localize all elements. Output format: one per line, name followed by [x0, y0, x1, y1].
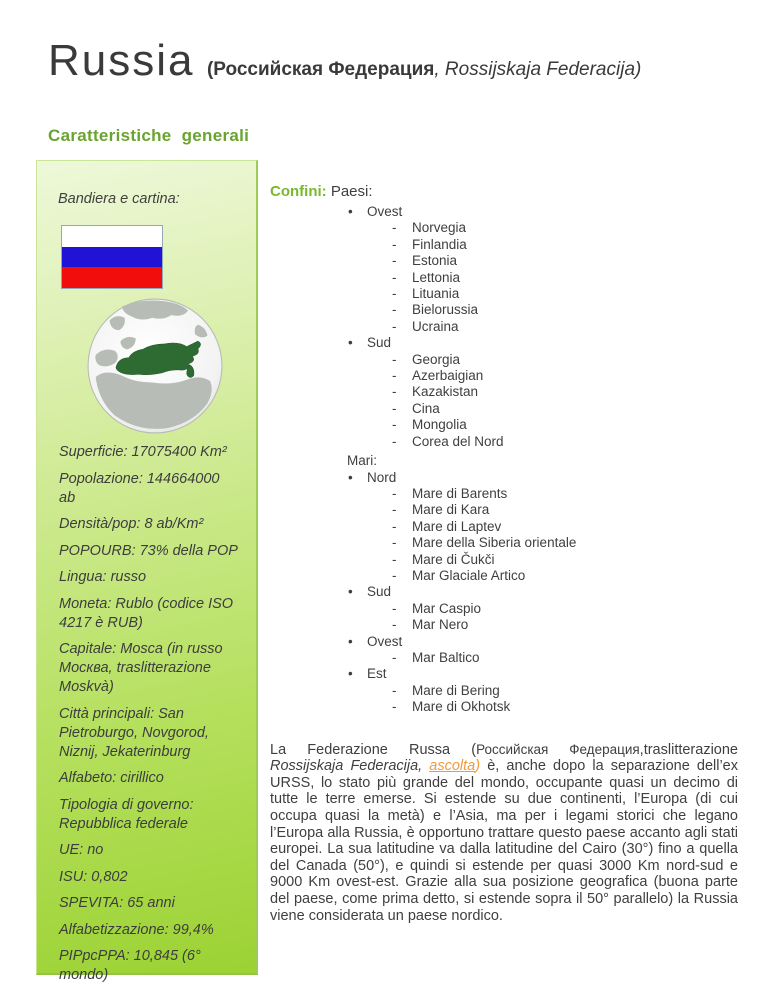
country-bielorussia: - Bielorussia: [270, 302, 738, 318]
country-cina: - Cina: [270, 401, 738, 417]
paragraph-link-paren: ): [475, 758, 481, 775]
country-kazakistan: - Kazakistan: [270, 384, 738, 400]
country-lituania: - Lituania: [270, 286, 738, 302]
sea-okhotsk: - Mare di Okhotsk: [270, 699, 738, 715]
sea-glaciale-artico: - Mar Glaciale Artico: [270, 568, 738, 584]
section-heading: Caratteristiche generali: [48, 126, 250, 145]
sea-direction-nord: • Nord: [270, 470, 738, 486]
stat-popolazione: Popolazione: 144664000 ab: [59, 470, 220, 506]
paragraph-intro: La Federazione Russa (: [270, 741, 477, 758]
country-lettonia: - Lettonia: [270, 270, 738, 286]
stat-densita: Densità/pop: 8 ab/Km²: [59, 516, 204, 532]
sea-kara: - Mare di Kara: [270, 502, 738, 518]
stat-ue: UE: no: [59, 842, 104, 858]
paesi-label: Paesi:: [330, 183, 373, 200]
country-norvegia: - Norvegia: [270, 220, 738, 236]
stat-pippcppa: PIPpcPPA: 10,845 (6° mondo): [59, 948, 201, 983]
page-subtitle: [207, 59, 641, 80]
sea-nero: - Mar Nero: [270, 617, 738, 633]
sea-direction-est: • Est: [270, 666, 738, 682]
globe-map-icon: [86, 297, 224, 435]
stat-moneta: Moneta: Rublo (codice ISO 4217 è RUB): [59, 595, 234, 631]
description-paragraph: [270, 742, 738, 925]
stat-lingua: Lingua: russo: [59, 569, 147, 585]
subtitle-translit: , Rossijskaja Federacija): [434, 59, 642, 80]
flag-stripe-white: [62, 226, 162, 247]
doc-header: [48, 36, 641, 86]
country-estonia: - Estonia: [270, 253, 738, 269]
stat-spevita: SPEVITA: 65 anni: [59, 895, 175, 911]
stat-capitale: Capitale: Mosca (in russo Москва, traslitterazione Moskvà): [59, 641, 223, 695]
sea-barents: - Mare di Barents: [270, 486, 738, 502]
stat-superficie: Superficie: 17075400 Km²: [59, 444, 227, 460]
country-georgia: - Georgia: [270, 352, 738, 368]
sea-direction-sud: • Sud: [270, 584, 738, 600]
sea-caspio: - Mar Caspio: [270, 601, 738, 617]
flag-caption: Bandiera e cartina:: [58, 191, 180, 207]
page-title: Russia: [48, 36, 195, 85]
sea-siberia-orientale: - Mare della Siberia orientale: [270, 535, 738, 551]
stats-list: [59, 443, 238, 985]
country-azerbaigian: - Azerbaigian: [270, 368, 738, 384]
paragraph-translit-label: ,traslitterazione: [639, 741, 738, 758]
russia-flag-icon: [61, 225, 163, 289]
direction-sud: • Sud: [270, 335, 738, 351]
sea-direction-ovest: • Ovest: [270, 634, 738, 650]
mari-heading: Mari:: [347, 453, 377, 469]
country-corea-del-nord: - Corea del Nord: [270, 434, 738, 450]
main-column: [270, 182, 738, 924]
sea-laptev: - Mare di Laptev: [270, 519, 738, 535]
paesi-list: [270, 204, 738, 716]
sea-cukci: - Mare di Čukči: [270, 552, 738, 568]
country-mongolia: - Mongolia: [270, 417, 738, 433]
stat-popourb: POPOURB: 73% della POP: [59, 542, 238, 559]
direction-ovest: • Ovest: [270, 204, 738, 220]
paragraph-body: è, anche dopo la separazione dell’ex URSS, lo stato più grande del mondo, occupante quasi un decimo di tutte le terre emerse. Si estende su due continenti, l’Europa (di cui occupa quasi la metà) e l’Asia, ma per i legami storici che legano l’Europa alla Russia, è opportuno trattare questo paese accanto agli stati europei. La sua latitudine va dalla latitudine del Cairo (30°) fino a quella del Canada (50°), e quindi si estende per quasi 3000 Km nord-sud e 9000 Km ovest-est. Grazie alla sua posizione geografica (buona parte del paese, come prima detto, si estende sopra il 50° parallelo) la Russia viene considerata un paese nordico.: [270, 758, 738, 924]
stat-tipologia-governo: Tipologia di governo: Repubblica federale: [59, 796, 194, 832]
stat-alfabetizzazione: Alfabetizzazione: 99,4%: [59, 921, 214, 938]
ascolta-link[interactable]: ascolta: [429, 758, 476, 775]
flag-stripe-blue: [62, 247, 162, 268]
sea-bering: - Mare di Bering: [270, 683, 738, 699]
sea-baltico: - Mar Baltico: [270, 650, 738, 666]
confini-label: Confini:: [270, 183, 327, 200]
confini-heading: [270, 182, 738, 201]
country-ucraina: - Ucraina: [270, 319, 738, 335]
infobox-sidebar: [36, 160, 258, 983]
stat-isu: ISU: 0,802: [59, 868, 128, 885]
subtitle-cyrillic: (Российская Федерация: [206, 59, 435, 80]
stat-citta-principali: Città principali: San Pietroburgo, Novgorod, Niznij, Jekaterinburg: [59, 705, 209, 760]
country-finlandia: - Finlandia: [270, 237, 738, 253]
paragraph-translit: Rossijskaja Federacija,: [270, 758, 430, 775]
flag-stripe-red: [62, 267, 162, 288]
paragraph-cyrillic: Российская Федерация: [476, 741, 640, 757]
stat-alfabeto: Alfabeto: cirillico: [59, 770, 164, 786]
